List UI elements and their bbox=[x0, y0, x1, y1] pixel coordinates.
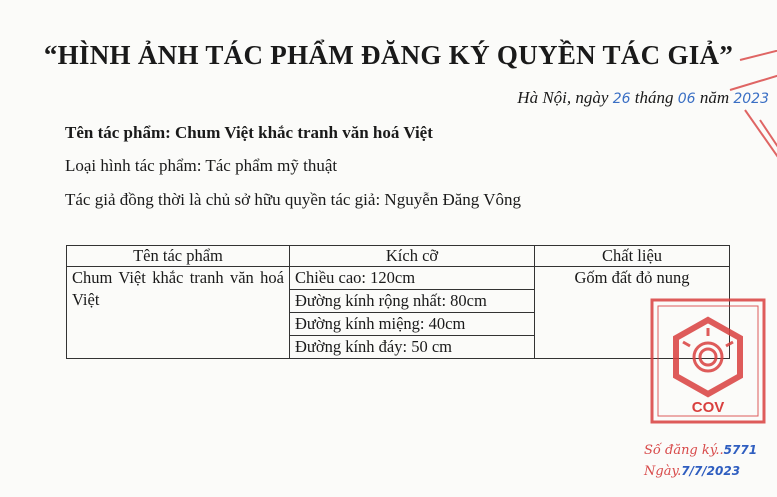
table-row bbox=[67, 267, 730, 290]
cell-size-widest: Đường kính rộng nhất: 80cm bbox=[290, 290, 535, 313]
dateline-year: 2023 bbox=[733, 91, 769, 107]
document-title: “HÌNH ẢNH TÁC PHẨM ĐĂNG KÝ QUYỀN TÁC GIẢ” bbox=[43, 40, 734, 70]
cell-material: Gốm đất đỏ nung bbox=[535, 267, 730, 359]
cell-work-name: Chum Việt khắc tranh văn hoá Việt bbox=[67, 267, 290, 359]
header-name: Tên tác phẩm bbox=[67, 246, 290, 267]
cov-stamp-icon bbox=[650, 298, 766, 424]
dateline-day: 26 bbox=[612, 91, 631, 107]
registration-number-line: Số đăng ký..5771 bbox=[644, 443, 758, 458]
stamp-text: COV bbox=[691, 399, 725, 416]
cell-size-mouth: Đường kính miệng: 40cm bbox=[290, 313, 535, 336]
dateline-place: Hà Nội, ngày bbox=[517, 88, 609, 107]
work-info-table bbox=[66, 245, 730, 359]
dateline-month-label: tháng bbox=[634, 88, 674, 107]
corner-stamp-icon bbox=[720, 50, 777, 160]
table-header-row bbox=[67, 246, 730, 267]
header-size: Kích cỡ bbox=[290, 246, 535, 267]
header-material: Chất liệu bbox=[535, 246, 730, 267]
dateline-year-label: năm bbox=[699, 88, 730, 107]
registration-number-label: Số đăng ký bbox=[644, 443, 716, 458]
registration-info bbox=[644, 440, 757, 482]
work-author: Tác giả đồng thời là chủ sở hữu quyền tác giả: Nguyễn Đăng Vông bbox=[65, 190, 522, 209]
registration-date-line: Ngày.7/7/2023 bbox=[644, 464, 741, 479]
work-title: Tên tác phẩm: Chum Việt khắc tranh văn hoá Việt bbox=[65, 123, 433, 142]
registration-date-value: 7/7/2023 bbox=[681, 464, 741, 478]
work-type: Loại hình tác phẩm: Tác phẩm mỹ thuật bbox=[65, 156, 338, 175]
registration-number-value: 5771 bbox=[723, 443, 758, 457]
dateline-month: 06 bbox=[677, 91, 696, 107]
registration-date-label: Ngày bbox=[644, 464, 678, 479]
cell-size-height: Chiều cao: 120cm bbox=[290, 267, 535, 290]
cell-size-base: Đường kính đáy: 50 cm bbox=[290, 336, 535, 359]
